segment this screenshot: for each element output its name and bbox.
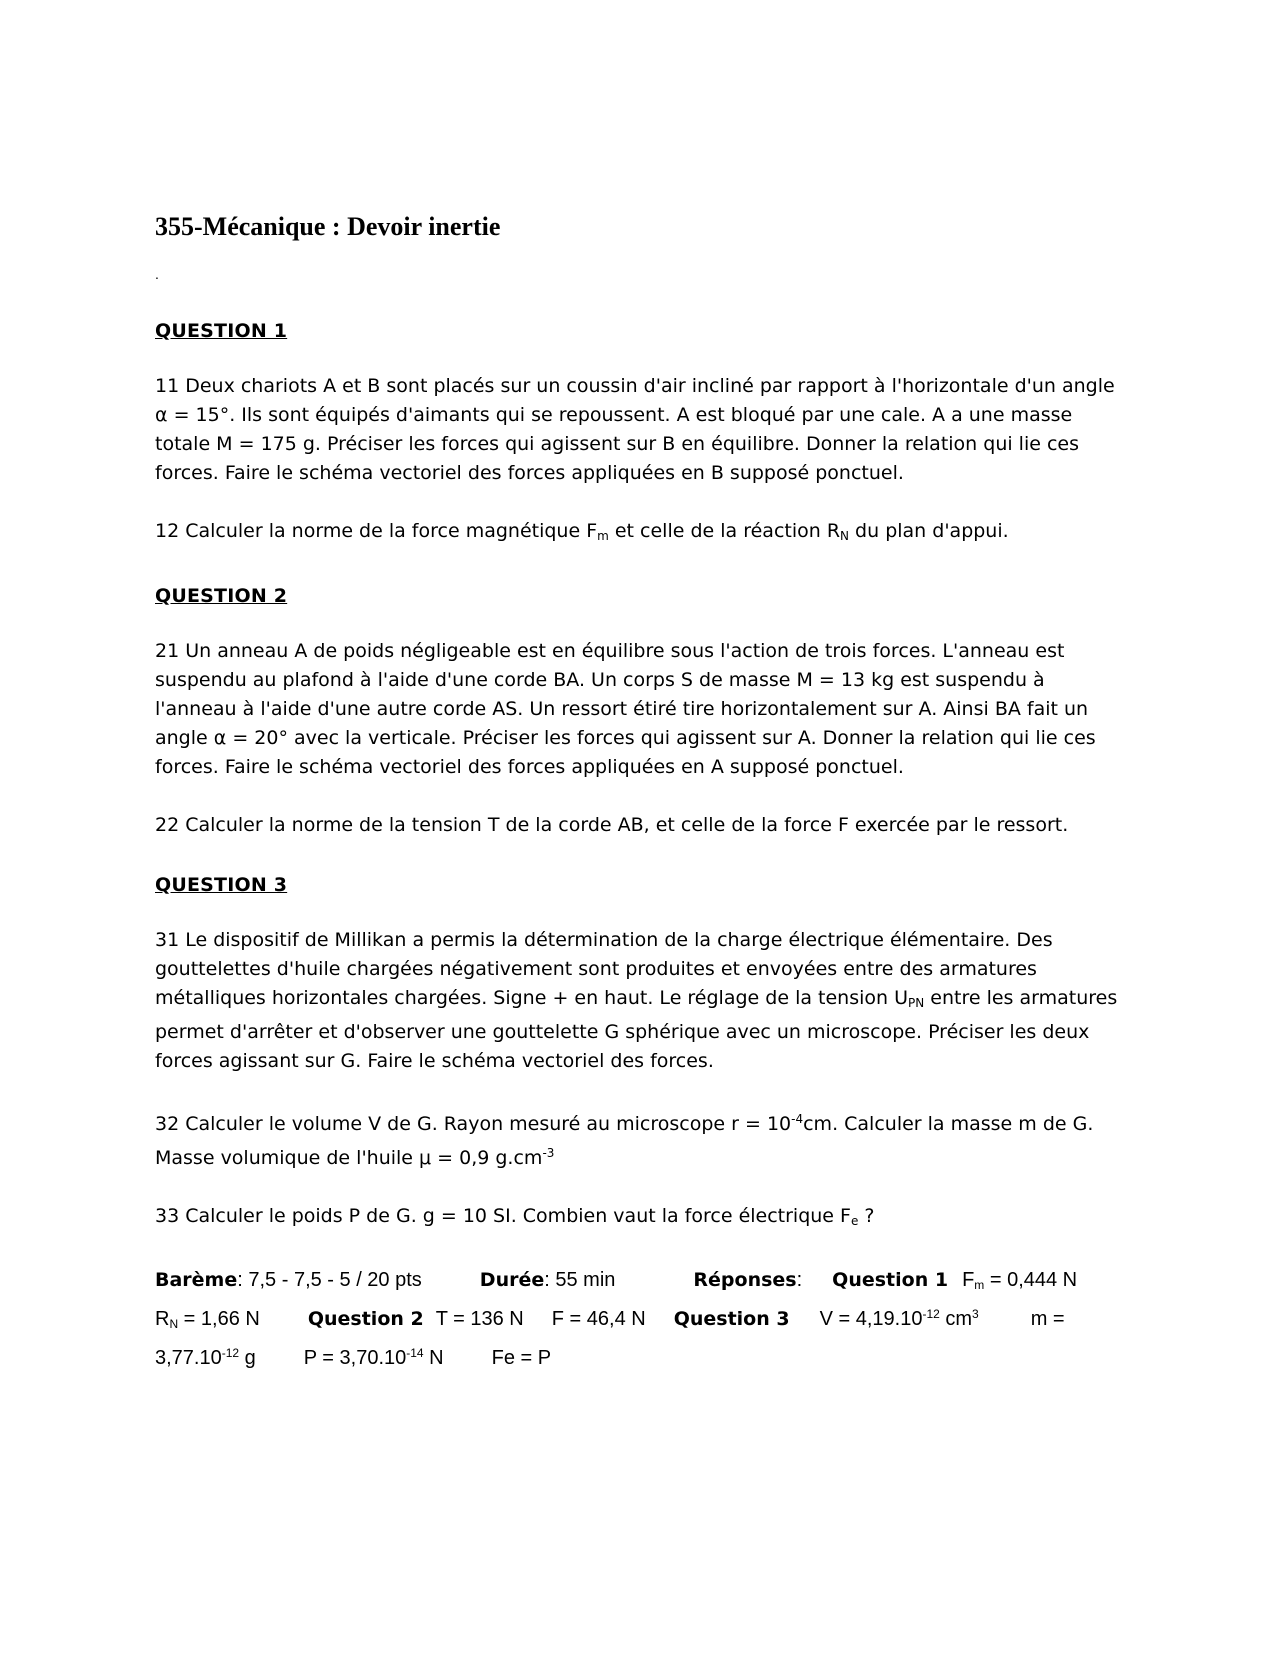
p33-text-a: 33 Calculer le poids P de G. g = 10 SI. Combien vaut la force électrique F <box>155 1205 851 1227</box>
answer-v-sup: -12 <box>922 1307 940 1321</box>
answer-q1-label: Question 1 <box>832 1269 949 1291</box>
p31-sub-pn: PN <box>908 996 925 1010</box>
p32-text-a: 32 Calculer le volume V de G. Rayon mesuré au microscope r = 10 <box>155 1113 792 1135</box>
answers-footer <box>155 1266 1125 1373</box>
paragraph-21: 21 Un anneau A de poids négligeable est en équilibre sous l'action de trois forces. L'anneau est suspendu au plafond à l'aide d'une corde BA. Un corps S de masse M = 13 kg est suspendu à l'anneau à l'aide d'une autre corde AS. Un ressort étiré tire horizontalement sur A. Ainsi BA fait un angle α = 20° avec la verticale. Préciser les forces qui agissent sur A. Donner la relation qui lie ces forces. Faire le schéma vectoriel des forces appliquées en A supposé ponctuel. <box>155 640 1096 778</box>
p12-text-c: du plan d'appui. <box>849 520 1009 542</box>
p31-text-a: 31 Le dispositif de Millikan a permis la détermination de la charge électrique élémentaire. Des gouttelettes d'huile chargées négativement sont produites et envoyées entre des armatures métalliques horizontales chargées. Signe + en haut. Le réglage de la tension U <box>155 929 1053 1009</box>
answer-fm <box>962 1269 1077 1291</box>
answer-rn-b: = 1,66 N <box>178 1308 260 1330</box>
answer-v <box>820 1308 979 1330</box>
answer-v-a: V = 4,19.10 <box>819 1308 923 1330</box>
answer-fm-b: = 0,444 N <box>984 1269 1078 1291</box>
answer-p-b: N <box>423 1347 444 1369</box>
document-page <box>155 212 1125 1373</box>
answer-f: F = 46,4 N <box>551 1308 646 1330</box>
paragraph-22: 22 Calculer la norme de la tension T de la corde AB, et celle de la force F exercée par le ressort. <box>155 814 1069 836</box>
p32-sup-2: -3 <box>542 1146 555 1160</box>
p12-sub-n: N <box>840 529 850 543</box>
answer-v-b: cm <box>939 1308 973 1330</box>
paragraph-12 <box>155 517 1125 551</box>
p12-text-b: et celle de la réaction R <box>608 520 841 542</box>
question-2-heading: QUESTION 2 <box>155 585 288 607</box>
answer-v-sup2: 3 <box>972 1307 979 1321</box>
answer-m-a: m = 3,77.10 <box>155 1308 1065 1369</box>
answer-q2-label: Question 2 <box>307 1308 424 1330</box>
answer-rn-a: R <box>155 1308 170 1330</box>
answer-rn-sub: N <box>169 1317 179 1331</box>
p12-text-a: 12 Calculer la norme de la force magnétique F <box>155 520 598 542</box>
answer-fm-a: F <box>962 1269 975 1291</box>
p32-text-b: cm. Calculer la masse m de G. Masse volumique de l'huile μ = 0,9 g.cm <box>155 1113 1094 1169</box>
paragraph-33 <box>155 1202 1125 1236</box>
reponses-label: Réponses <box>693 1269 797 1291</box>
answer-fm-sub: m <box>974 1278 985 1292</box>
p33-text-b: ? <box>858 1205 875 1227</box>
reponses-colon: : <box>796 1269 803 1291</box>
p12-sub-m: m <box>597 529 609 543</box>
page-title: 355-Mécanique : Devoir inertie <box>155 212 501 241</box>
dot-mark: . <box>155 266 159 282</box>
p32-sup-1: -4 <box>791 1112 804 1126</box>
answer-q3-label: Question 3 <box>673 1308 790 1330</box>
question-3-heading: QUESTION 3 <box>155 874 288 896</box>
paragraph-32 <box>155 1105 1125 1173</box>
answer-rn <box>155 1308 260 1330</box>
answer-m-b: g <box>239 1347 256 1369</box>
answer-p-a: P = 3,70.10 <box>303 1347 407 1369</box>
answer-fe: Fe = P <box>491 1347 552 1369</box>
duree-label: Durée <box>479 1269 545 1291</box>
answer-p <box>304 1347 444 1369</box>
answer-m-sup: -12 <box>221 1346 240 1360</box>
question-1-heading: QUESTION 1 <box>155 320 288 342</box>
duree-value: : 55 min <box>544 1269 616 1291</box>
answer-p-sup: -14 <box>406 1346 424 1360</box>
p31-text-b: entre les armatures permet d'arrêter et d'observer une gouttelette G sphérique avec un microscope. Préciser les deux forces agissant sur G. Faire le schéma vectoriel des forces. <box>155 987 1118 1072</box>
p33-sub-e: e <box>850 1214 859 1228</box>
bareme-value: : 7,5 - 7,5 - 5 / 20 pts <box>237 1269 422 1291</box>
paragraph-11: 11 Deux chariots A et B sont placés sur un coussin d'air incliné par rapport à l'horizontale d'un angle α = 15°. Ils sont équipés d'aimants qui se repoussent. A est bloqué par une cale. A a une masse totale M = 175 g. Préciser les forces qui agissent sur B en équilibre. Donner la relation qui lie ces forces. Faire le schéma vectoriel des forces appliquées en B supposé ponctuel. <box>155 375 1115 484</box>
paragraph-31 <box>155 926 1125 1076</box>
bareme-label: Barème <box>155 1269 238 1291</box>
answer-t: T = 136 N <box>435 1308 524 1330</box>
